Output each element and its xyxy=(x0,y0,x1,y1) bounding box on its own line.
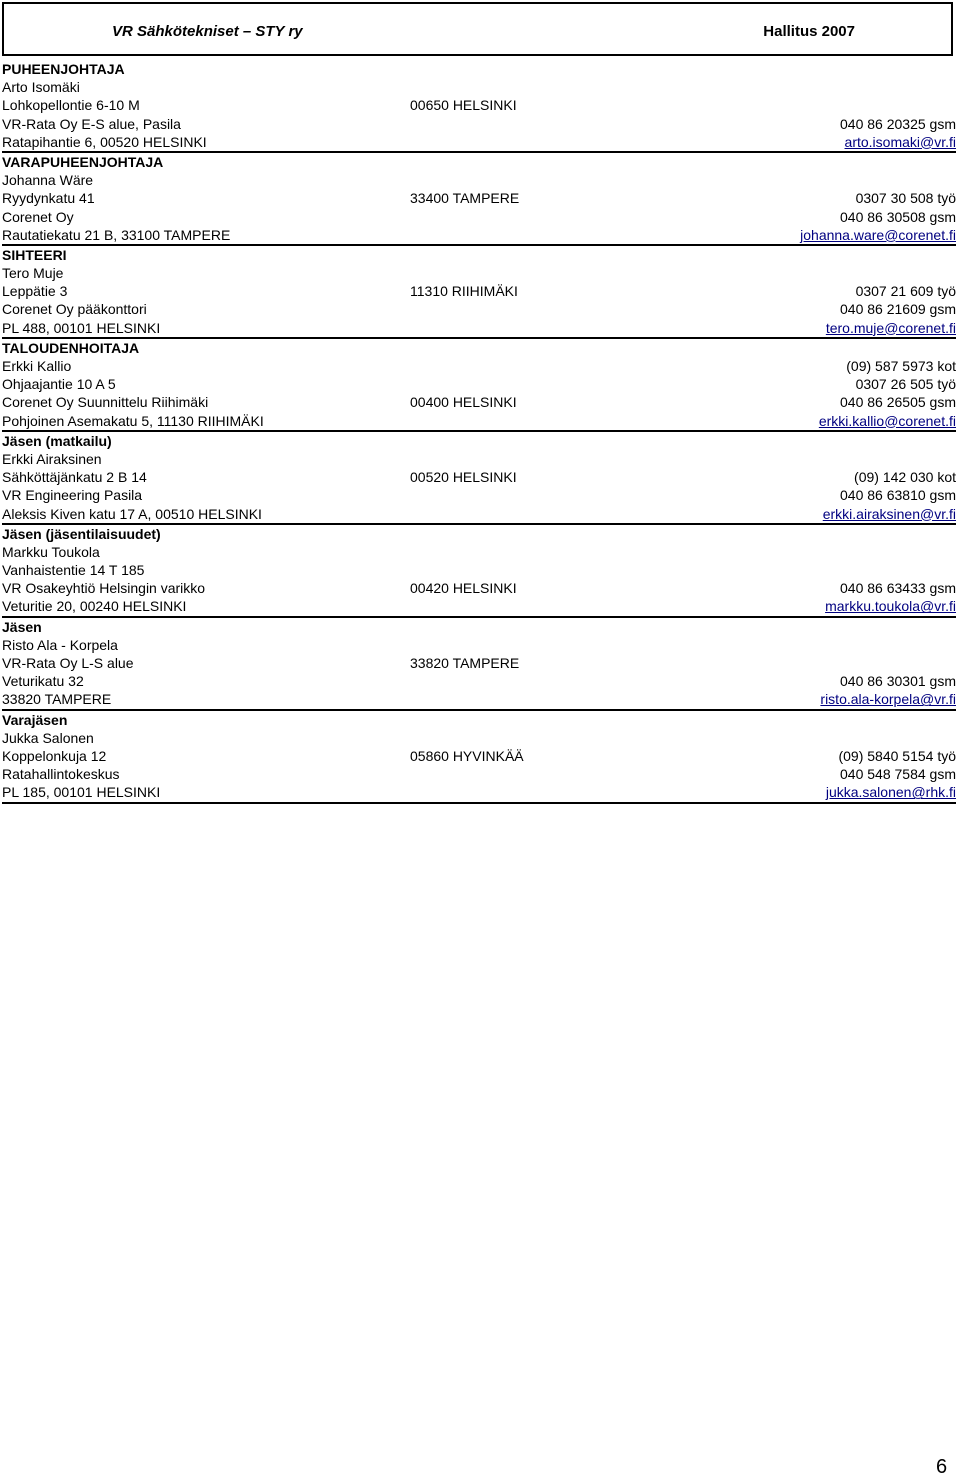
address-text: Sähköttäjänkatu 2 B 14 xyxy=(2,469,147,486)
page-number: 6 xyxy=(936,1456,948,1478)
email-link[interactable]: erkki.airaksinen@vr.fi xyxy=(822,505,956,522)
address-text: Ratapihantie 6, 00520 HELSINKI xyxy=(2,133,207,150)
email-link[interactable]: johanna.ware@corenet.fi xyxy=(800,226,956,243)
address-text: Aleksis Kiven katu 17 A, 00510 HELSINKI xyxy=(2,505,262,522)
address-text: Ryydynkatu 41 xyxy=(2,190,95,207)
contact-text: (09) 142 030 kot xyxy=(854,469,956,486)
address-text: Lohkopellontie 6-10 M xyxy=(2,97,140,114)
board-member-list xyxy=(2,60,956,804)
page-title: Hallitus 2007 xyxy=(763,23,855,40)
member-row xyxy=(2,189,956,207)
contact-text: 040 86 30508 gsm xyxy=(840,208,956,225)
section-heading xyxy=(2,60,956,78)
postal-city-text: 00400 HELSINKI xyxy=(410,394,517,411)
address-text: Leppätie 3 xyxy=(2,283,68,300)
address-text: Ratahallintokeskus xyxy=(2,766,120,783)
section-title: TALOUDENHOITAJA xyxy=(2,339,140,356)
member-row xyxy=(2,579,956,597)
address-text: 33820 TAMPERE xyxy=(2,691,112,708)
address-text: Corenet Oy xyxy=(2,208,74,225)
member-row xyxy=(2,654,956,672)
member-row xyxy=(2,729,956,747)
address-text: Erkki Airaksinen xyxy=(2,450,102,467)
section-heading xyxy=(2,618,956,636)
member-section xyxy=(2,432,956,525)
member-row xyxy=(2,300,956,318)
address-text: Ohjaajantie 10 A 5 xyxy=(2,376,116,393)
address-text: Rautatiekatu 21 B, 33100 TAMPERE xyxy=(2,226,231,243)
member-row xyxy=(2,636,956,654)
contact-text: 040 86 63433 gsm xyxy=(840,580,956,597)
address-text: Erkki Kallio xyxy=(2,358,72,374)
organization-name: VR Sähkötekniset – STY ry xyxy=(112,23,303,40)
contact-text: 0307 30 508 työ xyxy=(855,190,956,207)
address-text: VR-Rata Oy L-S alue xyxy=(2,655,134,671)
member-section xyxy=(2,60,956,153)
member-row xyxy=(2,747,956,765)
member-row xyxy=(2,133,956,151)
postal-city-text: 33820 TAMPERE xyxy=(410,655,520,671)
member-row xyxy=(2,171,956,189)
section-heading xyxy=(2,153,956,171)
contact-text: 040 86 63810 gsm xyxy=(840,487,956,504)
address-text: Risto Ala - Korpela xyxy=(2,636,118,653)
member-row xyxy=(2,486,956,504)
email-link[interactable]: arto.isomaki@vr.fi xyxy=(844,133,956,150)
contact-text: 0307 21 609 työ xyxy=(855,283,956,300)
member-row xyxy=(2,783,956,801)
member-row xyxy=(2,208,956,226)
address-text: Johanna Wäre xyxy=(2,172,94,189)
contact-text: (09) 587 5973 kot xyxy=(846,358,956,374)
address-text: PL 185, 00101 HELSINKI xyxy=(2,784,161,801)
member-row xyxy=(2,226,956,244)
email-link[interactable]: erkki.kallio@corenet.fi xyxy=(818,412,956,429)
address-text: VR Engineering Pasila xyxy=(2,487,143,504)
section-heading xyxy=(2,339,956,357)
member-row xyxy=(2,115,956,133)
member-row xyxy=(2,450,956,468)
member-row xyxy=(2,264,956,282)
member-row xyxy=(2,505,956,523)
member-row xyxy=(2,597,956,615)
member-row xyxy=(2,393,956,411)
contact-text: (09) 5840 5154 työ xyxy=(838,747,956,764)
member-section xyxy=(2,525,956,618)
postal-city-text: 00520 HELSINKI xyxy=(410,469,517,486)
address-text: Veturitie 20, 00240 HELSINKI xyxy=(2,598,187,615)
member-row xyxy=(2,412,956,430)
section-heading xyxy=(2,711,956,729)
contact-text: 0307 26 505 työ xyxy=(855,376,956,393)
section-heading xyxy=(2,525,956,543)
address-text: Corenet Oy pääkonttori xyxy=(2,301,147,318)
member-row xyxy=(2,282,956,300)
section-title: VARAPUHEENJOHTAJA xyxy=(2,153,164,170)
member-row xyxy=(2,690,956,708)
address-text: Markku Toukola xyxy=(2,543,100,560)
postal-city-text: 11310 RIIHIMÄKI xyxy=(410,283,518,300)
member-section xyxy=(2,339,956,432)
member-row xyxy=(2,765,956,783)
contact-text: 040 548 7584 gsm xyxy=(840,766,956,783)
address-text: VR Osakeyhtiö Helsingin varikko xyxy=(2,580,206,597)
member-section xyxy=(2,618,956,711)
section-title: Jäsen (matkailu) xyxy=(2,432,112,449)
address-text: Jukka Salonen xyxy=(2,729,94,746)
member-section xyxy=(2,246,956,339)
address-text: Veturikatu 32 xyxy=(2,673,84,690)
member-row xyxy=(2,357,956,375)
member-row xyxy=(2,543,956,561)
section-heading xyxy=(2,246,956,264)
section-title: Jäsen (jäsentilaisuudet) xyxy=(2,525,161,542)
member-section xyxy=(2,153,956,246)
contact-text: 040 86 30301 gsm xyxy=(840,673,956,690)
email-link[interactable]: markku.toukola@vr.fi xyxy=(825,598,956,615)
address-text: Arto Isomäki xyxy=(2,79,80,96)
email-link[interactable]: tero.muje@corenet.fi xyxy=(825,319,956,336)
member-row xyxy=(2,672,956,690)
member-row xyxy=(2,78,956,96)
member-row xyxy=(2,96,956,114)
address-text: Pohjoinen Asemakatu 5, 11130 RIIHIMÄKI xyxy=(2,412,264,429)
postal-city-text: 05860 HYVINKÄÄ xyxy=(410,747,524,764)
member-section xyxy=(2,711,956,804)
postal-city-text: 00420 HELSINKI xyxy=(410,580,517,597)
member-row xyxy=(2,375,956,393)
contact-text: 040 86 20325 gsm xyxy=(840,115,956,132)
page-header xyxy=(2,2,953,56)
section-heading xyxy=(2,432,956,450)
email-link[interactable]: jukka.salonen@rhk.fi xyxy=(825,784,956,801)
section-title: Jäsen xyxy=(2,618,42,635)
member-row xyxy=(2,468,956,486)
address-text: PL 488, 00101 HELSINKI xyxy=(2,319,161,336)
member-row xyxy=(2,319,956,337)
member-row xyxy=(2,561,956,579)
postal-city-text: 00650 HELSINKI xyxy=(410,97,517,114)
contact-text: 040 86 26505 gsm xyxy=(840,394,956,411)
section-title: SIHTEERI xyxy=(2,246,67,263)
contact-text: 040 86 21609 gsm xyxy=(840,301,956,318)
address-text: Tero Muje xyxy=(2,265,64,282)
address-text: VR-Rata Oy E-S alue, Pasila xyxy=(2,115,181,132)
address-text: Koppelonkuja 12 xyxy=(2,747,107,764)
section-title: Varajäsen xyxy=(2,711,68,728)
address-text: Vanhaistentie 14 T 185 xyxy=(2,562,145,579)
email-link[interactable]: risto.ala-korpela@vr.fi xyxy=(820,691,956,708)
address-text: Corenet Oy Suunnittelu Riihimäki xyxy=(2,394,209,411)
postal-city-text: 33400 TAMPERE xyxy=(410,190,520,207)
section-title: PUHEENJOHTAJA xyxy=(2,61,125,77)
